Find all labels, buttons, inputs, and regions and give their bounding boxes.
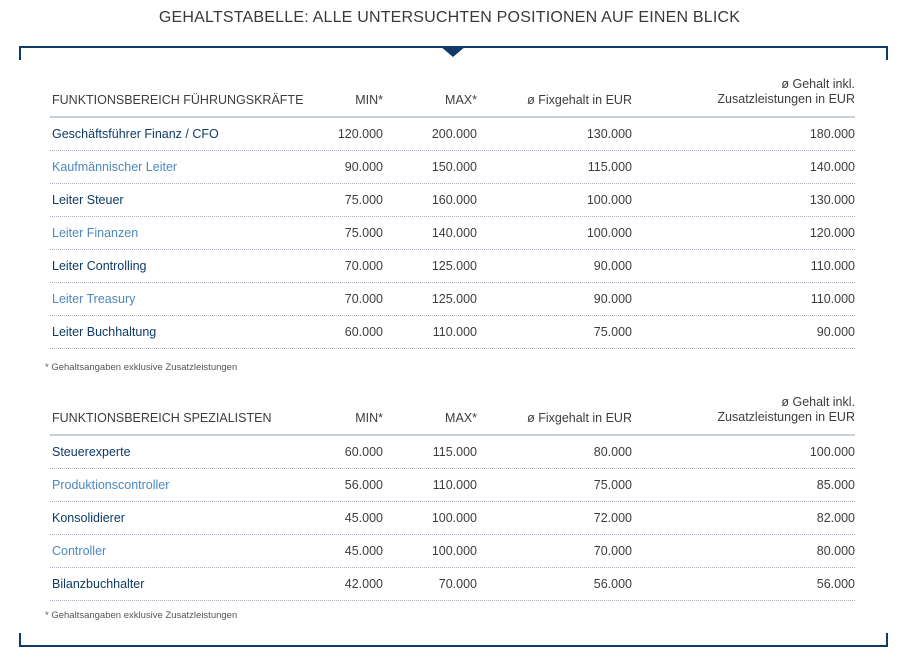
- cell-gehalt-inkl: 100.000: [809, 445, 855, 459]
- cell-position: Leiter Treasury: [52, 292, 136, 306]
- cell-max: 140.000: [431, 226, 477, 240]
- table-body: [50, 118, 855, 349]
- page-title: GEHALTSTABELLE: ALLE UNTERSUCHTEN POSITIONEN AUF EINEN BLICK: [158, 9, 741, 26]
- cell-min: 60.000: [344, 445, 383, 459]
- cell-fixgehalt: 90.000: [593, 292, 632, 306]
- cell-fixgehalt: 90.000: [593, 259, 632, 273]
- cell-position: Leiter Controlling: [52, 259, 147, 273]
- table-header: [50, 70, 855, 118]
- cell-min: 60.000: [344, 325, 383, 339]
- cell-position: Konsolidierer: [52, 511, 125, 525]
- header-gehalt-line2: Zusatzleistungen in EUR: [717, 92, 855, 106]
- table-row: [50, 151, 855, 184]
- header-gehalt-inkl: [655, 395, 855, 425]
- cell-gehalt-inkl: 85.000: [816, 478, 855, 492]
- header-min: MIN*: [355, 411, 383, 425]
- cell-fixgehalt: 75.000: [593, 478, 632, 492]
- cell-max: 100.000: [431, 511, 477, 525]
- table-row: [50, 217, 855, 250]
- cell-max: 110.000: [432, 478, 477, 492]
- cell-gehalt-inkl: 120.000: [809, 226, 855, 240]
- section-spezialisten: [50, 388, 855, 601]
- cell-fixgehalt: 100.000: [586, 193, 632, 207]
- header-min: MIN*: [355, 93, 383, 107]
- cell-max: 100.000: [431, 544, 477, 558]
- cell-fixgehalt: 130.000: [586, 127, 632, 141]
- cell-min: 70.000: [344, 259, 383, 273]
- cell-fixgehalt: 70.000: [593, 544, 632, 558]
- table-row: [50, 316, 855, 349]
- cell-min: 120.000: [337, 127, 383, 141]
- table-row: [50, 118, 855, 151]
- cell-min: 70.000: [344, 292, 383, 306]
- cell-max: 150.000: [431, 160, 477, 174]
- cell-gehalt-inkl: 110.000: [810, 259, 855, 273]
- header-gehalt-line1: ø Gehalt inkl.: [781, 395, 855, 409]
- cell-gehalt-inkl: 130.000: [809, 193, 855, 207]
- footnote: * Gehaltsangaben exklusive Zusatzleistungen: [45, 610, 238, 621]
- table-row: [50, 283, 855, 316]
- cell-min: 56.000: [344, 478, 383, 492]
- header-gehalt-line1: ø Gehalt inkl.: [781, 77, 855, 91]
- header-fixgehalt: ø Fixgehalt in EUR: [527, 411, 632, 425]
- cell-min: 45.000: [344, 544, 383, 558]
- table-row: [50, 436, 855, 469]
- cell-max: 160.000: [431, 193, 477, 207]
- cell-min: 90.000: [344, 160, 383, 174]
- table-row: [50, 250, 855, 283]
- cell-fixgehalt: 56.000: [593, 577, 632, 591]
- cell-max: 125.000: [431, 292, 477, 306]
- footnote: * Gehaltsangaben exklusive Zusatzleistungen: [45, 362, 238, 373]
- table-row: [50, 568, 855, 601]
- cell-position: Kaufmännischer Leiter: [52, 160, 178, 174]
- table-row: [50, 184, 855, 217]
- cell-max: 115.000: [432, 445, 477, 459]
- cell-max: 70.000: [438, 577, 477, 591]
- cell-fixgehalt: 75.000: [593, 325, 632, 339]
- header-max: MAX*: [445, 93, 477, 107]
- table-body: [50, 436, 855, 601]
- cell-gehalt-inkl: 80.000: [816, 544, 855, 558]
- cell-position: Leiter Buchhaltung: [52, 325, 157, 339]
- cell-min: 75.000: [344, 226, 383, 240]
- cell-max: 110.000: [432, 325, 477, 339]
- cell-position: Steuerexperte: [52, 445, 131, 459]
- cell-position: Leiter Steuer: [52, 193, 124, 207]
- header-fixgehalt: ø Fixgehalt in EUR: [527, 93, 632, 107]
- cell-position: Produktionscontroller: [52, 478, 170, 492]
- cell-position: Leiter Finanzen: [52, 226, 139, 240]
- cell-fixgehalt: 100.000: [586, 226, 632, 240]
- cell-min: 75.000: [344, 193, 383, 207]
- cell-max: 200.000: [431, 127, 477, 141]
- frame-bottom-border: [19, 633, 888, 647]
- cell-fixgehalt: 72.000: [593, 511, 632, 525]
- header-function: FUNKTIONSBEREICH SPEZIALISTEN: [52, 411, 272, 425]
- table-header: [50, 388, 855, 436]
- cell-gehalt-inkl: 90.000: [816, 325, 855, 339]
- cell-max: 125.000: [431, 259, 477, 273]
- frame-arrow-icon: [440, 46, 466, 57]
- cell-gehalt-inkl: 180.000: [809, 127, 855, 141]
- table-row: [50, 469, 855, 502]
- cell-min: 45.000: [344, 511, 383, 525]
- cell-gehalt-inkl: 82.000: [816, 511, 855, 525]
- header-max: MAX*: [445, 411, 477, 425]
- cell-fixgehalt: 80.000: [593, 445, 632, 459]
- table-row: [50, 535, 855, 568]
- cell-gehalt-inkl: 56.000: [816, 577, 855, 591]
- header-gehalt-inkl: [655, 77, 855, 107]
- cell-gehalt-inkl: 140.000: [809, 160, 855, 174]
- header-function: FUNKTIONSBEREICH FÜHRUNGSKRÄFTE: [52, 93, 304, 107]
- cell-gehalt-inkl: 110.000: [810, 292, 855, 306]
- section-fuehrungskraefte: [50, 70, 855, 349]
- cell-fixgehalt: 115.000: [587, 160, 632, 174]
- table-row: [50, 502, 855, 535]
- cell-min: 42.000: [344, 577, 383, 591]
- cell-position: Geschäftsführer Finanz / CFO: [52, 127, 219, 141]
- header-gehalt-line2: Zusatzleistungen in EUR: [717, 410, 855, 424]
- cell-position: Bilanzbuchhalter: [52, 577, 145, 591]
- cell-position: Controller: [52, 544, 107, 558]
